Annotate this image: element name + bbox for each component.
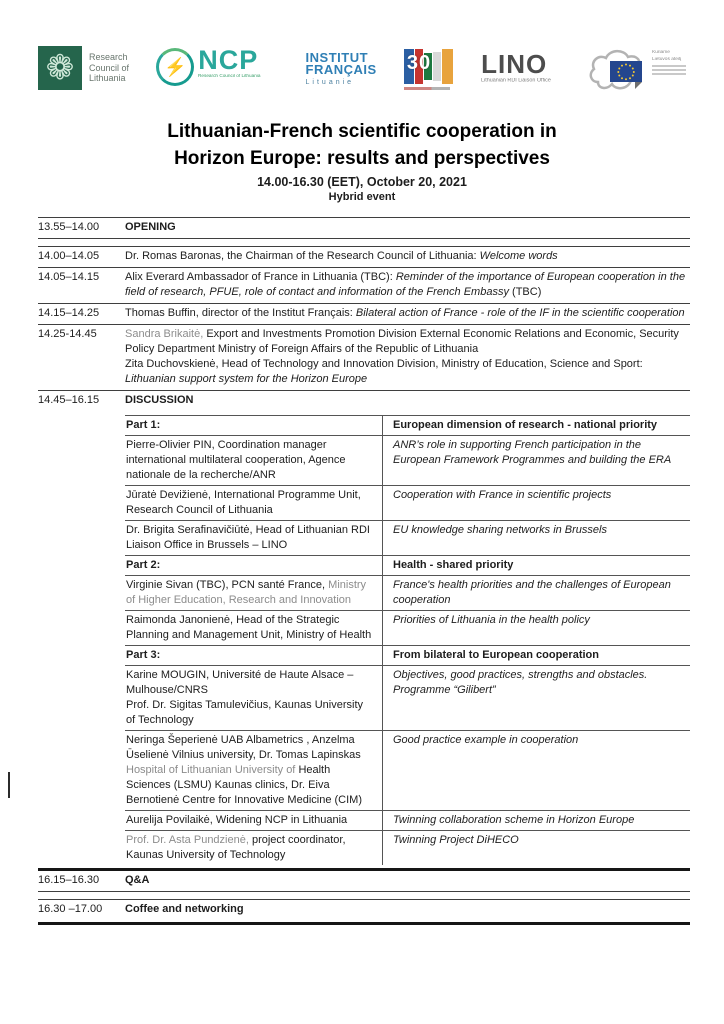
text-segment: Ministry of Higher Education, Research and Innovation xyxy=(126,579,370,606)
text-segment: Q&A xyxy=(125,874,150,886)
ncp-subtitle: Research Council of Lithuania xyxy=(198,74,261,79)
ncp-wordmark: NCP xyxy=(198,45,259,75)
agenda-row xyxy=(38,868,690,892)
text-segment: OPENING xyxy=(125,221,176,233)
institut-line: INSTITUT xyxy=(305,50,369,65)
speaker-cell xyxy=(125,611,383,645)
text-segment: Prof. Dr. Asta Pundzienė, xyxy=(126,834,249,846)
discussion-row xyxy=(125,611,690,646)
agenda-content xyxy=(125,220,690,235)
anniversary-30-logo xyxy=(404,46,454,90)
agenda-row xyxy=(38,899,690,925)
topic-cell xyxy=(383,666,690,730)
discussion-row xyxy=(125,486,690,521)
text-segment: Export and Investments Promotion Division External Economic Relations and Economic, Security Policy Department Ministry of Foreign Affairs of the Republic of Lithuania xyxy=(125,328,682,355)
text-segment: Sandra Brikaitė, xyxy=(125,328,204,340)
text-segment: DISCUSSION xyxy=(125,394,194,406)
text-segment: ANR’s role in supporting French participation in the European Framework Programmes and building the ERA xyxy=(393,439,672,466)
discussion-table xyxy=(125,415,690,865)
discussion-row xyxy=(125,436,690,486)
text-segment: Bilateral action of France - role of the IF in the scientific cooperation xyxy=(355,307,685,319)
topic-cell xyxy=(383,831,690,865)
speaker-cell xyxy=(125,811,383,830)
topic-cell xyxy=(383,811,690,830)
text-segment: Karine MOUGIN, Université de Haute Alsace – Mulhouse/CNRS xyxy=(126,669,357,696)
title-line-1: Lithuanian-French scientific cooperation in xyxy=(167,121,557,142)
speaker-cell xyxy=(125,556,383,575)
agenda-content xyxy=(125,327,690,387)
agenda-row xyxy=(38,325,690,391)
eu-funds-logo xyxy=(586,46,696,96)
discussion-row xyxy=(125,811,690,831)
institut-subtitle: Lituanie xyxy=(305,79,355,86)
agenda-content xyxy=(125,873,690,888)
page-title xyxy=(0,118,724,172)
agenda-content xyxy=(125,902,690,917)
eu-caption-bar xyxy=(652,69,686,71)
text-segment: Good practice example in cooperation xyxy=(393,734,579,746)
eu-funds-caption xyxy=(652,46,696,77)
discussion-part-row xyxy=(125,646,690,666)
text-segment: Welcome words xyxy=(479,250,558,262)
revision-change-bar xyxy=(8,772,10,798)
text-segment: Neringa Šeperienė UAB Albametrics , Anzelma Ūselienė Vilnius university, Dr. Tomas Lapinskas xyxy=(126,734,364,761)
discussion-row xyxy=(125,731,690,811)
discussion-row xyxy=(125,666,690,731)
institut-francais-logo xyxy=(306,46,377,86)
text-segment: Cooperation with France in scientific projects xyxy=(393,489,612,501)
rcl-text-line: Council of xyxy=(89,62,130,73)
agenda-row xyxy=(38,304,690,325)
event-datetime: 14.00-16.30 (EET), October 20, 2021 xyxy=(257,175,467,189)
agenda-row xyxy=(38,411,690,868)
text-segment: From bilateral to European cooperation xyxy=(393,649,599,661)
agenda-time: 14.15–14.25 xyxy=(38,307,100,319)
agenda-time: 16.15–16.30 xyxy=(38,874,100,886)
agenda-row xyxy=(38,217,690,239)
agenda-content xyxy=(125,270,690,300)
speaker-cell xyxy=(125,521,383,555)
agenda-row xyxy=(38,246,690,268)
agenda-time: 14.25-14.45 xyxy=(38,328,97,340)
text-segment: Priorities of Lithuania in the health policy xyxy=(393,614,590,626)
agenda-content xyxy=(125,413,690,865)
text-segment: Twinning Project DiHECO xyxy=(393,834,519,846)
agenda-content xyxy=(125,306,690,321)
text-segment: Coffee and networking xyxy=(125,903,244,915)
agenda-row xyxy=(38,268,690,304)
agenda-table xyxy=(38,217,690,925)
text-segment: Hospital of Lithuanian University of xyxy=(126,764,299,776)
topic-cell xyxy=(383,611,690,645)
text-segment: Twinning collaboration scheme in Horizon Europe xyxy=(393,814,635,826)
text-segment: Aurelija Povilaikė, Widening NCP in Lithuania xyxy=(126,814,348,826)
eu-caption-bar xyxy=(652,65,686,67)
logo-strip xyxy=(0,0,724,106)
research-council-lithuania-logo xyxy=(38,46,129,90)
text-segment: Thomas Buffin, director of the Institut Français: xyxy=(125,307,356,319)
text-segment: Dr. Brigita Serafinavičiūtė, Head of Lithuanian RDI Liaison Office in Brussels – LINO xyxy=(126,524,374,551)
text-segment: Reminder of the importance of European cooperation in the field of research, PFUE, role of contact and information of the French Embassy xyxy=(125,271,689,298)
discussion-part-row xyxy=(125,416,690,436)
lino-wordmark: LINO xyxy=(481,49,548,79)
text-segment: Raimonda Janonienė, Head of the Strategic Planning and Management Unit, Ministry of Health xyxy=(126,614,372,641)
discussion-part-row xyxy=(125,556,690,576)
eu-caption-line: Kuriame xyxy=(651,50,670,55)
speaker-cell xyxy=(125,436,383,485)
agenda-time: 16.30 –17.00 xyxy=(38,903,103,915)
text-segment: Health Sciences (LSMU) Kaunas clinics, Dr. Eiva Bernotienė Centre for Innovative Medicine (CIM) xyxy=(126,764,362,806)
agenda-content xyxy=(125,393,690,408)
text-segment: Part 3: xyxy=(126,649,161,661)
eu-caption-bar xyxy=(652,73,686,75)
topic-cell xyxy=(383,416,690,435)
speaker-cell xyxy=(125,666,383,730)
topic-cell xyxy=(383,731,690,810)
speaker-cell xyxy=(125,831,383,865)
text-segment: Part 1: xyxy=(126,419,161,431)
lino-subtitle: Lithuanian RDI Liaison Office xyxy=(481,78,551,84)
event-format: Hybrid event xyxy=(328,191,396,203)
text-segment: Pierre-Olivier PIN, Coordination manager international multilateral cooperation, Agence nationale de la recherche/ANR xyxy=(126,439,349,481)
eu-cloud-flag-icon xyxy=(586,46,648,96)
text-segment: Objectives, good practices, strengths and obstacles. Programme “Gilibert” xyxy=(393,669,651,696)
text-segment: Health - shared priority xyxy=(393,559,514,571)
text-segment: Alix Everard Ambassador of France in Lithuania (TBC): xyxy=(125,271,396,283)
speaker-cell xyxy=(125,486,383,520)
rcl-mandala-icon: ❁ xyxy=(38,46,82,90)
speaker-cell xyxy=(125,646,383,665)
agenda-time: 14.00–14.05 xyxy=(38,250,100,262)
eu-caption-line: Lietuvos ateitį xyxy=(651,56,682,62)
speaker-cell xyxy=(125,576,383,610)
topic-cell xyxy=(383,521,690,555)
discussion-row xyxy=(125,831,690,865)
topic-cell xyxy=(383,486,690,520)
speaker-cell xyxy=(125,731,383,810)
text-segment: EU knowledge sharing networks in Brussels xyxy=(393,524,607,536)
text-segment: Virginie Sivan (TBC), PCN santé France, xyxy=(126,579,329,591)
speaker-cell xyxy=(125,416,383,435)
rcl-logo-text xyxy=(89,46,129,84)
agenda-time: 14.05–14.15 xyxy=(38,271,100,283)
agenda-time: 13.55–14.00 xyxy=(38,221,100,233)
institut-line: FRANÇAIS xyxy=(305,62,377,77)
text-segment: France's health priorities and the challenges of European cooperation xyxy=(393,579,674,606)
ncp-swirl-icon: ⚡ xyxy=(156,48,194,86)
topic-cell xyxy=(383,576,690,610)
text-segment: Zita Duchovskienė, Head of Technology and Innovation Division, Ministry of Education, Science and Sport: xyxy=(125,358,646,370)
ncp-logo xyxy=(156,46,278,86)
rcl-text-line: Lithuania xyxy=(89,73,126,83)
rcl-text-line: Research xyxy=(89,52,128,62)
text-segment: Jūratė Devižienė, International Programme Unit, Research Council of Lithuania xyxy=(126,489,364,516)
topic-cell xyxy=(383,646,690,665)
discussion-row xyxy=(125,576,690,611)
text-segment: Part 2: xyxy=(126,559,161,571)
title-line-2: Horizon Europe: results and perspectives xyxy=(174,148,550,169)
text-segment: project coordinator, Kaunas University of Technology xyxy=(126,834,349,861)
discussion-row xyxy=(125,521,690,556)
text-segment: Prof. Dr. Sigitas Tamulevičius, Kaunas University of Technology xyxy=(126,699,367,726)
text-segment: (TBC) xyxy=(508,286,542,298)
topic-cell xyxy=(383,556,690,575)
agenda-time: 14.45–16.15 xyxy=(38,394,100,406)
lino-logo xyxy=(481,46,559,84)
text-segment: Dr. Romas Baronas, the Chairman of the Research Council of Lithuania: xyxy=(125,250,480,262)
text-segment: European dimension of research - national priority xyxy=(393,419,658,431)
agenda-time xyxy=(38,413,125,865)
anniversary-caption-strip xyxy=(404,87,450,90)
agenda-row xyxy=(38,391,690,411)
agenda-content xyxy=(125,249,690,264)
text-segment: Lithuanian support system for the Horizon Europe xyxy=(125,373,368,385)
anniversary-number: 30 xyxy=(406,52,432,74)
topic-cell xyxy=(383,436,690,485)
